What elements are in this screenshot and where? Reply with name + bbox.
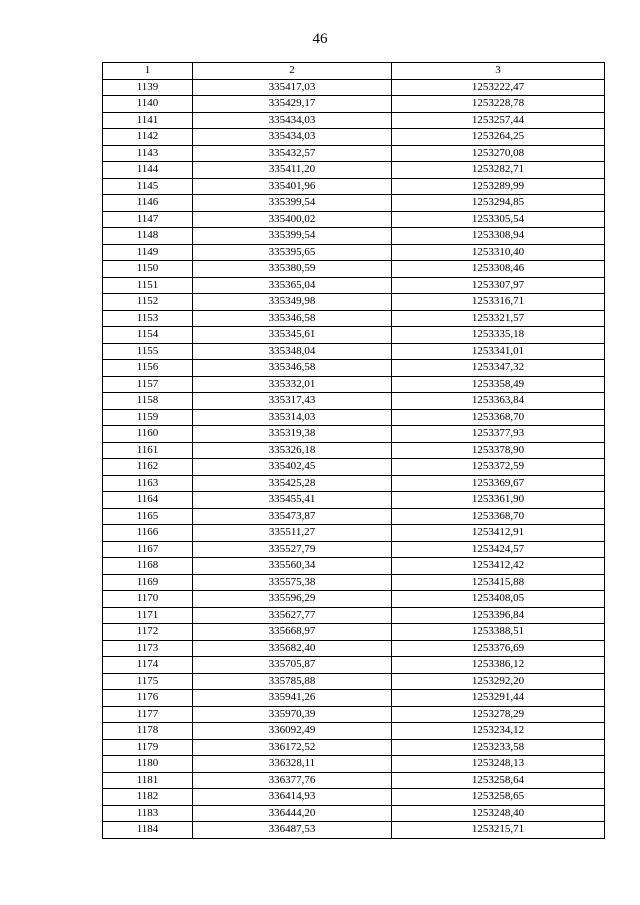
table-row bbox=[103, 640, 605, 657]
y-coordinate-cell: 1253408,05 bbox=[392, 591, 605, 608]
x-coordinate-cell: 335380,59 bbox=[193, 261, 392, 278]
table-row bbox=[103, 805, 605, 822]
table-row bbox=[103, 426, 605, 443]
x-coordinate-cell: 335705,87 bbox=[193, 657, 392, 674]
table-row bbox=[103, 558, 605, 575]
y-coordinate-cell: 1253310,40 bbox=[392, 244, 605, 261]
y-coordinate-cell: 1253368,70 bbox=[392, 508, 605, 525]
y-coordinate-cell: 1253264,25 bbox=[392, 129, 605, 146]
point-number-cell: 1175 bbox=[103, 673, 193, 690]
point-number-cell: 1183 bbox=[103, 805, 193, 822]
x-coordinate-cell: 336444,20 bbox=[193, 805, 392, 822]
y-coordinate-cell: 1253388,51 bbox=[392, 624, 605, 641]
table-row bbox=[103, 343, 605, 360]
table-row bbox=[103, 822, 605, 839]
table-row bbox=[103, 442, 605, 459]
y-coordinate-cell: 1253257,44 bbox=[392, 112, 605, 129]
y-coordinate-cell: 1253228,78 bbox=[392, 96, 605, 113]
point-number-cell: 1179 bbox=[103, 739, 193, 756]
table-row bbox=[103, 327, 605, 344]
x-coordinate-cell: 335429,17 bbox=[193, 96, 392, 113]
y-coordinate-cell: 1253215,71 bbox=[392, 822, 605, 839]
y-coordinate-cell: 1253368,70 bbox=[392, 409, 605, 426]
x-coordinate-cell: 335348,04 bbox=[193, 343, 392, 360]
x-coordinate-cell: 335682,40 bbox=[193, 640, 392, 657]
table-row bbox=[103, 79, 605, 96]
y-coordinate-cell: 1253234,12 bbox=[392, 723, 605, 740]
table-row bbox=[103, 789, 605, 806]
x-coordinate-cell: 335326,18 bbox=[193, 442, 392, 459]
coordinates-table bbox=[102, 62, 605, 839]
point-number-cell: 1174 bbox=[103, 657, 193, 674]
point-number-cell: 1171 bbox=[103, 607, 193, 624]
point-number-cell: 1149 bbox=[103, 244, 193, 261]
table-row bbox=[103, 772, 605, 789]
y-coordinate-cell: 1253347,32 bbox=[392, 360, 605, 377]
y-coordinate-cell: 1253282,71 bbox=[392, 162, 605, 179]
x-coordinate-cell: 335473,87 bbox=[193, 508, 392, 525]
x-coordinate-cell: 335346,58 bbox=[193, 310, 392, 327]
y-coordinate-cell: 1253321,57 bbox=[392, 310, 605, 327]
x-coordinate-cell: 335560,34 bbox=[193, 558, 392, 575]
table-row bbox=[103, 459, 605, 476]
point-number-cell: 1162 bbox=[103, 459, 193, 476]
y-coordinate-cell: 1253305,54 bbox=[392, 211, 605, 228]
column-header-2: 2 bbox=[193, 63, 392, 80]
point-number-cell: 1151 bbox=[103, 277, 193, 294]
point-number-cell: 1157 bbox=[103, 376, 193, 393]
point-number-cell: 1139 bbox=[103, 79, 193, 96]
x-coordinate-cell: 335627,77 bbox=[193, 607, 392, 624]
point-number-cell: 1155 bbox=[103, 343, 193, 360]
point-number-cell: 1156 bbox=[103, 360, 193, 377]
y-coordinate-cell: 1253378,90 bbox=[392, 442, 605, 459]
table-row bbox=[103, 706, 605, 723]
y-coordinate-cell: 1253412,91 bbox=[392, 525, 605, 542]
point-number-cell: 1141 bbox=[103, 112, 193, 129]
y-coordinate-cell: 1253307,97 bbox=[392, 277, 605, 294]
point-number-cell: 1169 bbox=[103, 574, 193, 591]
point-number-cell: 1164 bbox=[103, 492, 193, 509]
x-coordinate-cell: 335365,04 bbox=[193, 277, 392, 294]
table-row bbox=[103, 756, 605, 773]
x-coordinate-cell: 335402,45 bbox=[193, 459, 392, 476]
table-row bbox=[103, 591, 605, 608]
x-coordinate-cell: 335941,26 bbox=[193, 690, 392, 707]
point-number-cell: 1177 bbox=[103, 706, 193, 723]
x-coordinate-cell: 335432,57 bbox=[193, 145, 392, 162]
point-number-cell: 1173 bbox=[103, 640, 193, 657]
x-coordinate-cell: 335349,98 bbox=[193, 294, 392, 311]
point-number-cell: 1170 bbox=[103, 591, 193, 608]
point-number-cell: 1153 bbox=[103, 310, 193, 327]
table-row bbox=[103, 574, 605, 591]
table-row bbox=[103, 508, 605, 525]
y-coordinate-cell: 1253369,67 bbox=[392, 475, 605, 492]
table-row bbox=[103, 277, 605, 294]
x-coordinate-cell: 335401,96 bbox=[193, 178, 392, 195]
x-coordinate-cell: 335425,28 bbox=[193, 475, 392, 492]
point-number-cell: 1172 bbox=[103, 624, 193, 641]
x-coordinate-cell: 335527,79 bbox=[193, 541, 392, 558]
y-coordinate-cell: 1253316,71 bbox=[392, 294, 605, 311]
y-coordinate-cell: 1253294,85 bbox=[392, 195, 605, 212]
y-coordinate-cell: 1253372,59 bbox=[392, 459, 605, 476]
table-row bbox=[103, 145, 605, 162]
y-coordinate-cell: 1253415,88 bbox=[392, 574, 605, 591]
y-coordinate-cell: 1253412,42 bbox=[392, 558, 605, 575]
point-number-cell: 1146 bbox=[103, 195, 193, 212]
y-coordinate-cell: 1253335,18 bbox=[392, 327, 605, 344]
y-coordinate-cell: 1253258,64 bbox=[392, 772, 605, 789]
point-number-cell: 1159 bbox=[103, 409, 193, 426]
table-row bbox=[103, 657, 605, 674]
y-coordinate-cell: 1253396,84 bbox=[392, 607, 605, 624]
point-number-cell: 1184 bbox=[103, 822, 193, 839]
y-coordinate-cell: 1253222,47 bbox=[392, 79, 605, 96]
point-number-cell: 1143 bbox=[103, 145, 193, 162]
x-coordinate-cell: 335596,29 bbox=[193, 591, 392, 608]
x-coordinate-cell: 335314,03 bbox=[193, 409, 392, 426]
table-header-row bbox=[103, 63, 605, 80]
x-coordinate-cell: 335417,03 bbox=[193, 79, 392, 96]
table-row bbox=[103, 360, 605, 377]
point-number-cell: 1140 bbox=[103, 96, 193, 113]
point-number-cell: 1154 bbox=[103, 327, 193, 344]
point-number-cell: 1178 bbox=[103, 723, 193, 740]
table-row bbox=[103, 96, 605, 113]
y-coordinate-cell: 1253248,40 bbox=[392, 805, 605, 822]
table-row bbox=[103, 211, 605, 228]
table-row bbox=[103, 228, 605, 245]
table-row bbox=[103, 162, 605, 179]
page-number: 46 bbox=[312, 31, 328, 47]
x-coordinate-cell: 335575,38 bbox=[193, 574, 392, 591]
x-coordinate-cell: 335668,97 bbox=[193, 624, 392, 641]
point-number-cell: 1161 bbox=[103, 442, 193, 459]
y-coordinate-cell: 1253291,44 bbox=[392, 690, 605, 707]
x-coordinate-cell: 335399,54 bbox=[193, 228, 392, 245]
point-number-cell: 1144 bbox=[103, 162, 193, 179]
table-row bbox=[103, 673, 605, 690]
point-number-cell: 1168 bbox=[103, 558, 193, 575]
point-number-cell: 1181 bbox=[103, 772, 193, 789]
table-body bbox=[103, 79, 605, 838]
x-coordinate-cell: 335411,20 bbox=[193, 162, 392, 179]
point-number-cell: 1160 bbox=[103, 426, 193, 443]
point-number-cell: 1142 bbox=[103, 129, 193, 146]
point-number-cell: 1166 bbox=[103, 525, 193, 542]
y-coordinate-cell: 1253376,69 bbox=[392, 640, 605, 657]
point-number-cell: 1150 bbox=[103, 261, 193, 278]
table-row bbox=[103, 492, 605, 509]
table-row bbox=[103, 607, 605, 624]
x-coordinate-cell: 335434,03 bbox=[193, 112, 392, 129]
point-number-cell: 1182 bbox=[103, 789, 193, 806]
table-row bbox=[103, 723, 605, 740]
y-coordinate-cell: 1253341,01 bbox=[392, 343, 605, 360]
x-coordinate-cell: 335511,27 bbox=[193, 525, 392, 542]
y-coordinate-cell: 1253377,93 bbox=[392, 426, 605, 443]
x-coordinate-cell: 336328,11 bbox=[193, 756, 392, 773]
x-coordinate-cell: 335346,58 bbox=[193, 360, 392, 377]
y-coordinate-cell: 1253292,20 bbox=[392, 673, 605, 690]
x-coordinate-cell: 336487,53 bbox=[193, 822, 392, 839]
x-coordinate-cell: 335399,54 bbox=[193, 195, 392, 212]
y-coordinate-cell: 1253386,12 bbox=[392, 657, 605, 674]
y-coordinate-cell: 1253233,58 bbox=[392, 739, 605, 756]
x-coordinate-cell: 335434,03 bbox=[193, 129, 392, 146]
table-row bbox=[103, 112, 605, 129]
table-row bbox=[103, 409, 605, 426]
y-coordinate-cell: 1253424,57 bbox=[392, 541, 605, 558]
point-number-cell: 1167 bbox=[103, 541, 193, 558]
y-coordinate-cell: 1253278,29 bbox=[392, 706, 605, 723]
x-coordinate-cell: 335455,41 bbox=[193, 492, 392, 509]
table-row bbox=[103, 690, 605, 707]
table-row bbox=[103, 244, 605, 261]
column-header-1: 1 bbox=[103, 63, 193, 80]
table-row bbox=[103, 195, 605, 212]
x-coordinate-cell: 336377,76 bbox=[193, 772, 392, 789]
point-number-cell: 1165 bbox=[103, 508, 193, 525]
table-row bbox=[103, 624, 605, 641]
table-row bbox=[103, 294, 605, 311]
y-coordinate-cell: 1253248,13 bbox=[392, 756, 605, 773]
point-number-cell: 1176 bbox=[103, 690, 193, 707]
y-coordinate-cell: 1253308,46 bbox=[392, 261, 605, 278]
point-number-cell: 1148 bbox=[103, 228, 193, 245]
table-row bbox=[103, 475, 605, 492]
point-number-cell: 1152 bbox=[103, 294, 193, 311]
point-number-cell: 1163 bbox=[103, 475, 193, 492]
column-header-3: 3 bbox=[392, 63, 605, 80]
table-row bbox=[103, 739, 605, 756]
y-coordinate-cell: 1253363,84 bbox=[392, 393, 605, 410]
table-row bbox=[103, 261, 605, 278]
x-coordinate-cell: 335317,43 bbox=[193, 393, 392, 410]
point-number-cell: 1147 bbox=[103, 211, 193, 228]
table-row bbox=[103, 178, 605, 195]
point-number-cell: 1180 bbox=[103, 756, 193, 773]
table-row bbox=[103, 541, 605, 558]
table-row bbox=[103, 393, 605, 410]
x-coordinate-cell: 335970,39 bbox=[193, 706, 392, 723]
table-row bbox=[103, 525, 605, 542]
y-coordinate-cell: 1253289,99 bbox=[392, 178, 605, 195]
y-coordinate-cell: 1253258,65 bbox=[392, 789, 605, 806]
x-coordinate-cell: 335785,88 bbox=[193, 673, 392, 690]
table-row bbox=[103, 310, 605, 327]
y-coordinate-cell: 1253361,90 bbox=[392, 492, 605, 509]
x-coordinate-cell: 335345,61 bbox=[193, 327, 392, 344]
y-coordinate-cell: 1253270,08 bbox=[392, 145, 605, 162]
x-coordinate-cell: 335319,38 bbox=[193, 426, 392, 443]
y-coordinate-cell: 1253358,49 bbox=[392, 376, 605, 393]
x-coordinate-cell: 335400,02 bbox=[193, 211, 392, 228]
y-coordinate-cell: 1253308,94 bbox=[392, 228, 605, 245]
x-coordinate-cell: 336172,52 bbox=[193, 739, 392, 756]
table-row bbox=[103, 376, 605, 393]
point-number-cell: 1145 bbox=[103, 178, 193, 195]
x-coordinate-cell: 336092,49 bbox=[193, 723, 392, 740]
table-row bbox=[103, 129, 605, 146]
x-coordinate-cell: 335332,01 bbox=[193, 376, 392, 393]
x-coordinate-cell: 336414,93 bbox=[193, 789, 392, 806]
point-number-cell: 1158 bbox=[103, 393, 193, 410]
x-coordinate-cell: 335395,65 bbox=[193, 244, 392, 261]
